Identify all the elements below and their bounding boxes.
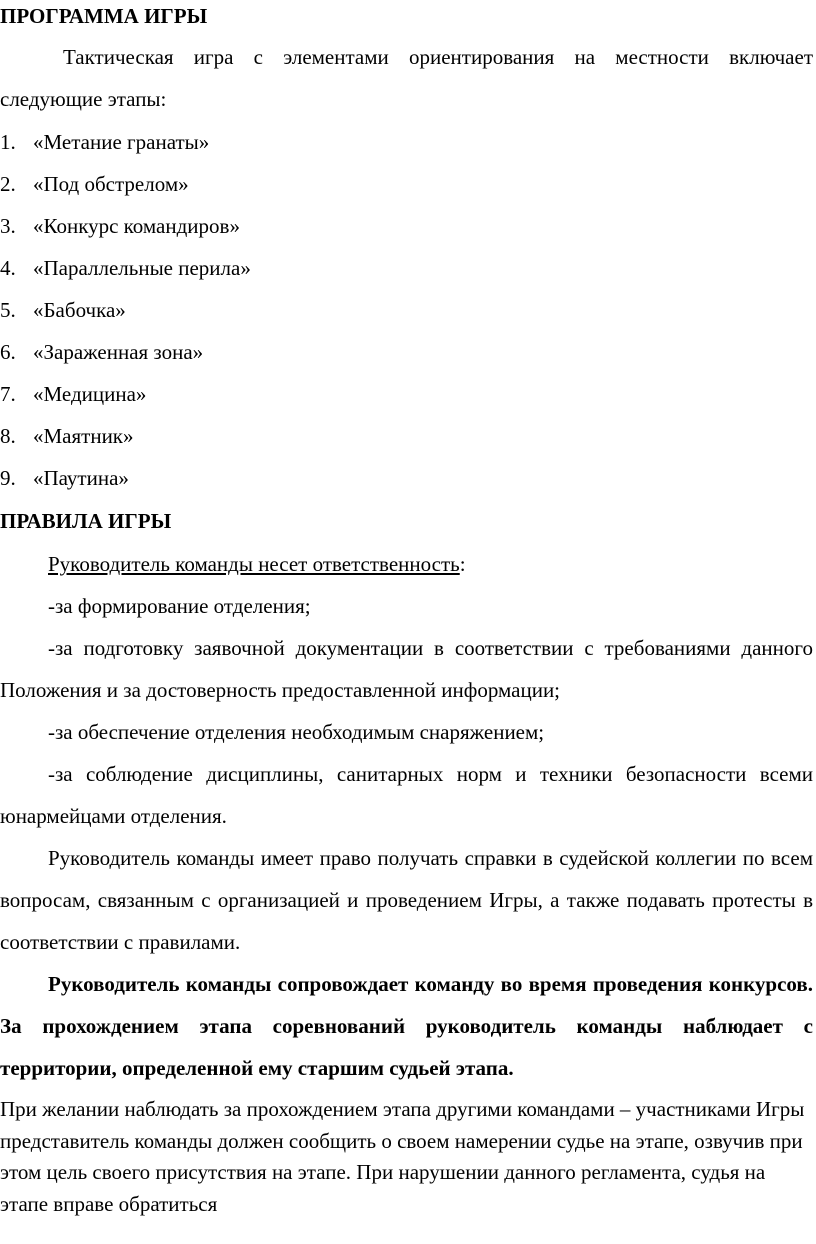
list-item	[0, 247, 251, 289]
list-item	[0, 163, 251, 205]
list-item-number: 5.	[0, 298, 16, 322]
list-item-number: 7.	[0, 382, 16, 406]
rights-paragraph: Руководитель команды имеет право получать справки в судейской коллегии по всем вопросам, связанным с организацией и проведением Игры, а также подавать протесты в соответствии с правилами.	[0, 846, 813, 954]
list-item-number: 9.	[0, 466, 16, 490]
list-item-label: «Конкурс командиров»	[33, 214, 240, 238]
list-item-label: «Под обстрелом»	[33, 172, 189, 196]
list-item	[0, 457, 251, 499]
program-heading: ПРОГРАММА ИГРЫ	[0, 4, 208, 28]
list-item-number: 3.	[0, 214, 16, 238]
stages-list	[0, 121, 251, 499]
list-item	[0, 331, 251, 373]
list-item	[0, 373, 251, 415]
list-item-number: 2.	[0, 172, 16, 196]
duty-item: -за подготовку заявочной документации в соответствии с требованиями данного Положения и за достоверность предоставленной информации;	[0, 636, 813, 702]
program-intro: Тактическая игра с элементами ориентирования на местности включает следующие этапы:	[0, 45, 813, 111]
list-item	[0, 121, 251, 163]
list-item-label: «Метание гранаты»	[33, 130, 210, 154]
escort-paragraph: Руководитель команды сопровождает команду во время проведения конкурсов. За прохождением этапа соревнований руководитель команды наблюдает с территории, определенной ему старшим судьей этапа.	[0, 972, 813, 1080]
duty-item: -за обеспечение отделения необходимым снаряжением;	[48, 720, 545, 744]
list-item-label: «Паутина»	[33, 466, 129, 490]
list-item-number: 4.	[0, 256, 16, 280]
list-item	[0, 289, 251, 331]
list-item	[0, 205, 251, 247]
list-item-label: «Медицина»	[33, 382, 147, 406]
list-item-number: 6.	[0, 340, 16, 364]
observe-paragraph: При желании наблюдать за прохождением этапа другими командами – участниками Игры представитель команды должен сообщить о своем намерении судье на этапе, озвучив при этом цель своего присутствия на этапе. При нарушении данного регламента, судья на этапе вправе обратиться	[0, 1097, 805, 1216]
responsibility-lead: Руководитель команды несет ответственность	[48, 552, 460, 576]
responsibility-line	[0, 543, 813, 585]
list-item-label: «Маятник»	[33, 424, 134, 448]
list-item-number: 8.	[0, 424, 16, 448]
list-item	[0, 415, 251, 457]
duty-item: -за соблюдение дисциплины, санитарных норм и техники безопасности всеми юнармейцами отделения.	[0, 762, 813, 828]
list-item-label: «Зараженная зона»	[33, 340, 204, 364]
list-item-label: «Бабочка»	[33, 298, 126, 322]
list-item-number: 1.	[0, 130, 16, 154]
responsibility-colon: :	[459, 552, 466, 576]
rules-heading: ПРАВИЛА ИГРЫ	[0, 509, 172, 533]
duty-item: -за формирование отделения;	[48, 594, 311, 618]
list-item-label: «Параллельные перила»	[33, 256, 251, 280]
